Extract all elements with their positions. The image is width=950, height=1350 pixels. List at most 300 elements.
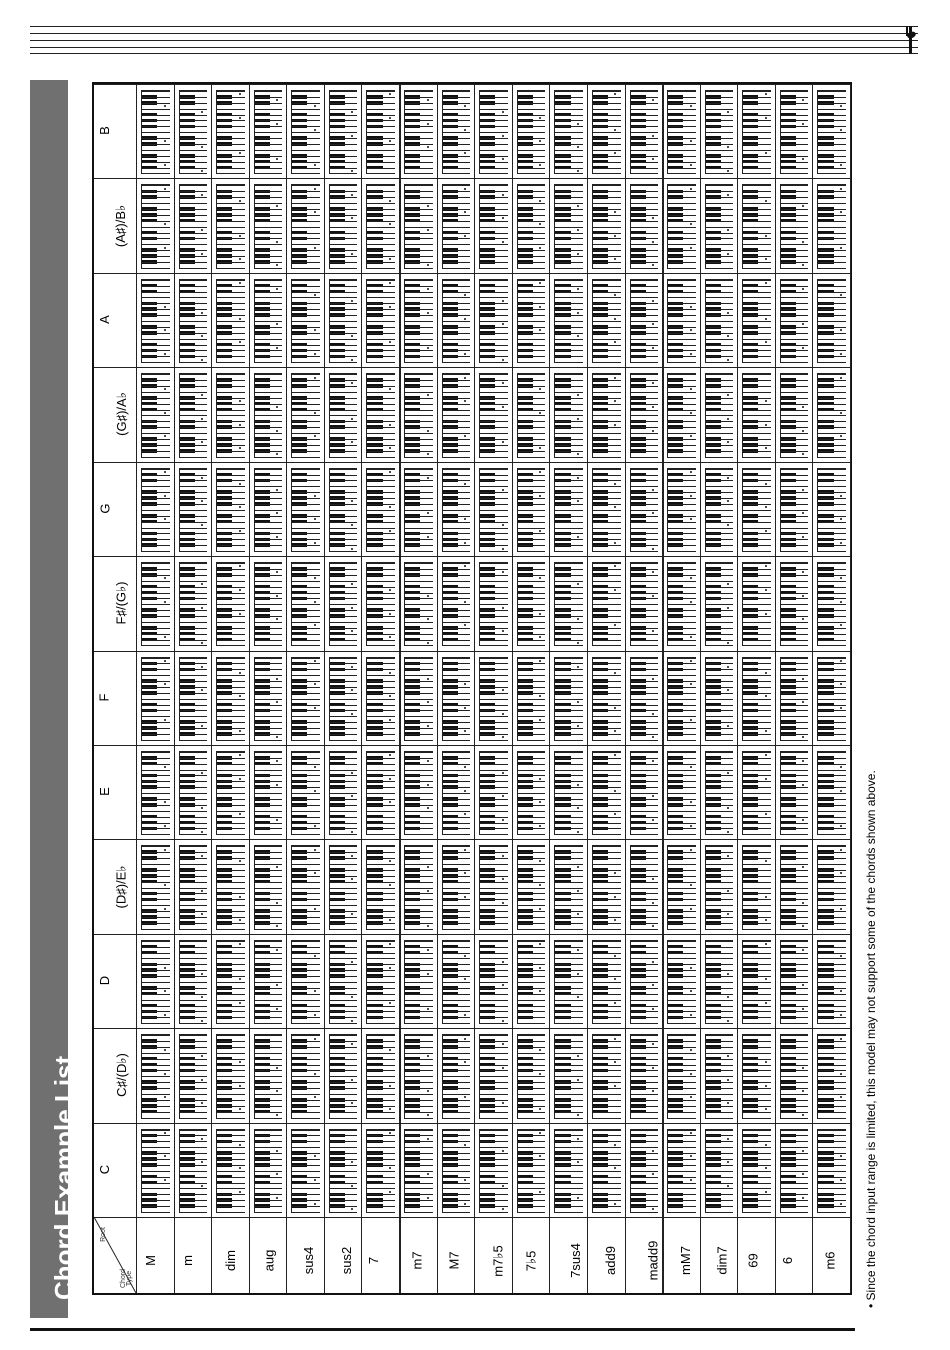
keyboard-diagram-icon bbox=[742, 1034, 771, 1118]
keyboard-diagram-icon bbox=[630, 279, 659, 363]
chord-type-label: m6 bbox=[822, 1251, 838, 1270]
keyboard-diagram-icon bbox=[592, 562, 621, 646]
row-divider bbox=[94, 367, 850, 368]
keyboard-diagram-icon bbox=[667, 845, 696, 929]
keyboard-diagram-icon bbox=[554, 845, 583, 929]
keyboard-diagram-icon bbox=[442, 657, 471, 741]
keyboard-diagram-icon bbox=[592, 940, 621, 1024]
keyboard-diagram-icon bbox=[667, 1129, 696, 1213]
column-divider bbox=[249, 84, 250, 1293]
keyboard-diagram-icon bbox=[404, 1129, 433, 1213]
keyboard-diagram-icon bbox=[254, 373, 283, 457]
keyboard-diagram-icon bbox=[592, 1034, 621, 1118]
keyboard-diagram-icon bbox=[329, 184, 358, 268]
row-divider bbox=[94, 934, 850, 935]
column-divider bbox=[211, 84, 212, 1293]
keyboard-diagram-icon bbox=[366, 845, 395, 929]
keyboard-diagram-icon bbox=[705, 562, 734, 646]
keyboard-diagram-icon bbox=[742, 940, 771, 1024]
keyboard-diagram-icon bbox=[254, 751, 283, 835]
root-label: C♯/(D♭) bbox=[113, 1053, 129, 1098]
keyboard-diagram-icon bbox=[817, 90, 846, 174]
keyboard-diagram-icon bbox=[554, 940, 583, 1024]
column-divider bbox=[775, 84, 776, 1293]
keyboard-diagram-icon bbox=[817, 373, 846, 457]
keyboard-diagram-icon bbox=[780, 1034, 809, 1118]
keyboard-diagram-icon bbox=[479, 751, 508, 835]
column-divider bbox=[324, 84, 325, 1293]
keyboard-diagram-icon bbox=[705, 751, 734, 835]
chord-type-label: m7 bbox=[409, 1251, 425, 1270]
chord-type-label: 7sus4 bbox=[568, 1243, 584, 1278]
keyboard-diagram-icon bbox=[329, 657, 358, 741]
row-divider bbox=[94, 462, 850, 463]
keyboard-diagram-icon bbox=[817, 657, 846, 741]
keyboard-diagram-icon bbox=[630, 751, 659, 835]
keyboard-diagram-icon bbox=[329, 468, 358, 552]
keyboard-diagram-icon bbox=[216, 468, 245, 552]
corner-chord-label: Chord bbox=[120, 1268, 128, 1289]
music-staff-icon bbox=[30, 26, 918, 54]
keyboard-diagram-icon bbox=[254, 562, 283, 646]
keyboard-diagram-icon bbox=[479, 373, 508, 457]
keyboard-diagram-icon bbox=[141, 940, 170, 1024]
keyboard-diagram-icon bbox=[705, 657, 734, 741]
keyboard-diagram-icon bbox=[366, 1034, 395, 1118]
keyboard-diagram-icon bbox=[517, 845, 546, 929]
row-divider bbox=[94, 273, 850, 274]
keyboard-diagram-icon bbox=[179, 373, 208, 457]
keyboard-diagram-icon bbox=[630, 657, 659, 741]
chord-type-label: M7 bbox=[446, 1251, 462, 1270]
root-label: F♯/(G♭) bbox=[113, 581, 129, 625]
keyboard-diagram-icon bbox=[254, 657, 283, 741]
row-divider bbox=[94, 84, 850, 85]
keyboard-diagram-icon bbox=[404, 1034, 433, 1118]
keyboard-diagram-icon bbox=[742, 1129, 771, 1213]
keyboard-diagram-icon bbox=[179, 657, 208, 741]
keyboard-diagram-icon bbox=[216, 657, 245, 741]
keyboard-diagram-icon bbox=[517, 562, 546, 646]
keyboard-diagram-icon bbox=[141, 90, 170, 174]
row-divider bbox=[94, 651, 850, 652]
keyboard-diagram-icon bbox=[291, 279, 320, 363]
keyboard-diagram-icon bbox=[667, 90, 696, 174]
keyboard-diagram-icon bbox=[592, 751, 621, 835]
column-divider bbox=[700, 84, 701, 1293]
keyboard-diagram-icon bbox=[442, 940, 471, 1024]
keyboard-diagram-icon bbox=[479, 184, 508, 268]
keyboard-diagram-icon bbox=[291, 373, 320, 457]
keyboard-diagram-icon bbox=[366, 373, 395, 457]
keyboard-diagram-icon bbox=[179, 751, 208, 835]
keyboard-diagram-icon bbox=[141, 1129, 170, 1213]
keyboard-diagram-icon bbox=[442, 562, 471, 646]
keyboard-diagram-icon bbox=[216, 940, 245, 1024]
keyboard-diagram-icon bbox=[554, 1034, 583, 1118]
keyboard-diagram-icon bbox=[592, 468, 621, 552]
keyboard-diagram-icon bbox=[630, 1034, 659, 1118]
keyboard-diagram-icon bbox=[705, 1034, 734, 1118]
keyboard-diagram-icon bbox=[780, 845, 809, 929]
keyboard-diagram-icon bbox=[291, 751, 320, 835]
keyboard-diagram-icon bbox=[404, 657, 433, 741]
keyboard-diagram-icon bbox=[630, 468, 659, 552]
keyboard-diagram-icon bbox=[592, 1129, 621, 1213]
chord-type-label: mM7 bbox=[677, 1246, 693, 1275]
keyboard-diagram-icon bbox=[404, 373, 433, 457]
keyboard-diagram-icon bbox=[517, 751, 546, 835]
column-divider bbox=[474, 84, 475, 1293]
keyboard-diagram-icon bbox=[291, 940, 320, 1024]
keyboard-diagram-icon bbox=[329, 90, 358, 174]
keyboard-diagram-icon bbox=[630, 845, 659, 929]
keyboard-diagram-icon bbox=[141, 657, 170, 741]
row-divider bbox=[94, 556, 850, 557]
keyboard-diagram-icon bbox=[817, 845, 846, 929]
keyboard-diagram-icon bbox=[479, 657, 508, 741]
chord-type-label: M bbox=[142, 1255, 158, 1266]
keyboard-diagram-icon bbox=[329, 562, 358, 646]
keyboard-diagram-icon bbox=[667, 657, 696, 741]
keyboard-diagram-icon bbox=[780, 90, 809, 174]
keyboard-diagram-icon bbox=[742, 90, 771, 174]
row-divider bbox=[94, 1217, 850, 1218]
keyboard-diagram-icon bbox=[141, 751, 170, 835]
keyboard-diagram-icon bbox=[479, 90, 508, 174]
chord-table bbox=[92, 82, 852, 1295]
keyboard-diagram-icon bbox=[329, 279, 358, 363]
keyboard-diagram-icon bbox=[179, 184, 208, 268]
keyboard-diagram-icon bbox=[667, 279, 696, 363]
keyboard-diagram-icon bbox=[517, 657, 546, 741]
keyboard-diagram-icon bbox=[404, 468, 433, 552]
keyboard-diagram-icon bbox=[179, 90, 208, 174]
keyboard-diagram-icon bbox=[404, 751, 433, 835]
keyboard-diagram-icon bbox=[442, 90, 471, 174]
row-divider bbox=[94, 178, 850, 179]
keyboard-diagram-icon bbox=[592, 90, 621, 174]
keyboard-diagram-icon bbox=[291, 657, 320, 741]
keyboard-diagram-icon bbox=[517, 1034, 546, 1118]
keyboard-diagram-icon bbox=[366, 751, 395, 835]
keyboard-diagram-icon bbox=[630, 1129, 659, 1213]
keyboard-diagram-icon bbox=[254, 845, 283, 929]
keyboard-diagram-icon bbox=[442, 468, 471, 552]
keyboard-diagram-icon bbox=[517, 468, 546, 552]
keyboard-diagram-icon bbox=[442, 1034, 471, 1118]
column-divider bbox=[662, 84, 664, 1293]
keyboard-diagram-icon bbox=[742, 751, 771, 835]
keyboard-diagram-icon bbox=[141, 845, 170, 929]
column-divider bbox=[437, 84, 438, 1293]
keyboard-diagram-icon bbox=[667, 751, 696, 835]
chord-type-label: madd9 bbox=[645, 1240, 661, 1281]
keyboard-diagram-icon bbox=[517, 940, 546, 1024]
chord-type-label: aug bbox=[260, 1249, 276, 1272]
keyboard-diagram-icon bbox=[479, 562, 508, 646]
keyboard-diagram-icon bbox=[179, 468, 208, 552]
keyboard-diagram-icon bbox=[479, 1034, 508, 1118]
keyboard-diagram-icon bbox=[592, 845, 621, 929]
keyboard-diagram-icon bbox=[179, 845, 208, 929]
keyboard-diagram-icon bbox=[141, 1034, 170, 1118]
keyboard-diagram-icon bbox=[216, 562, 245, 646]
chord-type-label: sus4 bbox=[301, 1246, 317, 1275]
keyboard-diagram-icon bbox=[216, 1129, 245, 1213]
keyboard-diagram-icon bbox=[216, 279, 245, 363]
keyboard-diagram-icon bbox=[141, 279, 170, 363]
root-label: (A♯)/B♭ bbox=[113, 204, 129, 247]
keyboard-diagram-icon bbox=[705, 940, 734, 1024]
column-divider bbox=[512, 84, 513, 1293]
keyboard-diagram-icon bbox=[780, 657, 809, 741]
keyboard-diagram-icon bbox=[742, 562, 771, 646]
keyboard-diagram-icon bbox=[179, 1129, 208, 1213]
corner-root-label: Root bbox=[99, 1227, 107, 1242]
chord-type-label: 6 bbox=[779, 1256, 795, 1265]
keyboard-diagram-icon bbox=[817, 940, 846, 1024]
keyboard-diagram-icon bbox=[216, 1034, 245, 1118]
keyboard-diagram-icon bbox=[742, 468, 771, 552]
keyboard-diagram-icon bbox=[705, 1129, 734, 1213]
keyboard-diagram-icon bbox=[254, 468, 283, 552]
keyboard-diagram-icon bbox=[592, 373, 621, 457]
keyboard-diagram-icon bbox=[291, 1034, 320, 1118]
keyboard-diagram-icon bbox=[554, 90, 583, 174]
row-divider bbox=[94, 745, 850, 746]
keyboard-diagram-icon bbox=[291, 845, 320, 929]
keyboard-diagram-icon bbox=[254, 279, 283, 363]
keyboard-diagram-icon bbox=[517, 184, 546, 268]
row-divider bbox=[94, 1028, 850, 1029]
keyboard-diagram-icon bbox=[291, 468, 320, 552]
keyboard-diagram-icon bbox=[141, 562, 170, 646]
keyboard-diagram-icon bbox=[554, 657, 583, 741]
keyboard-diagram-icon bbox=[442, 751, 471, 835]
keyboard-diagram-icon bbox=[667, 184, 696, 268]
keyboard-diagram-icon bbox=[630, 184, 659, 268]
keyboard-diagram-icon bbox=[141, 184, 170, 268]
chord-type-label: m bbox=[180, 1255, 196, 1266]
keyboard-diagram-icon bbox=[366, 184, 395, 268]
keyboard-diagram-icon bbox=[329, 1034, 358, 1118]
column-divider bbox=[812, 84, 813, 1293]
keyboard-diagram-icon bbox=[592, 657, 621, 741]
keyboard-diagram-icon bbox=[216, 90, 245, 174]
keyboard-diagram-icon bbox=[291, 562, 320, 646]
keyboard-diagram-icon bbox=[780, 1129, 809, 1213]
keyboard-diagram-icon bbox=[742, 184, 771, 268]
chord-type-label: m7♭5 bbox=[490, 1245, 506, 1277]
keyboard-diagram-icon bbox=[817, 751, 846, 835]
keyboard-diagram-icon bbox=[479, 845, 508, 929]
footnote: • Since the chord input range is limited, this model may not support some of the chords shown above. bbox=[864, 770, 878, 1308]
keyboard-diagram-icon bbox=[179, 279, 208, 363]
keyboard-diagram-icon bbox=[630, 562, 659, 646]
keyboard-diagram-icon bbox=[291, 1129, 320, 1213]
keyboard-diagram-icon bbox=[554, 751, 583, 835]
column-divider bbox=[850, 84, 851, 1293]
column-divider bbox=[286, 84, 287, 1293]
keyboard-diagram-icon bbox=[366, 279, 395, 363]
keyboard-diagram-icon bbox=[254, 1129, 283, 1213]
keyboard-diagram-icon bbox=[517, 90, 546, 174]
chord-type-label: 7♭5 bbox=[522, 1250, 538, 1272]
keyboard-diagram-icon bbox=[817, 279, 846, 363]
keyboard-diagram-icon bbox=[216, 373, 245, 457]
keyboard-diagram-icon bbox=[404, 845, 433, 929]
keyboard-diagram-icon bbox=[517, 1129, 546, 1213]
keyboard-diagram-icon bbox=[817, 468, 846, 552]
keyboard-diagram-icon bbox=[517, 373, 546, 457]
column-divider bbox=[361, 84, 362, 1293]
keyboard-diagram-icon bbox=[742, 279, 771, 363]
keyboard-diagram-icon bbox=[705, 279, 734, 363]
root-label: G bbox=[97, 503, 113, 514]
keyboard-diagram-icon bbox=[817, 184, 846, 268]
keyboard-diagram-icon bbox=[329, 373, 358, 457]
keyboard-diagram-icon bbox=[817, 1034, 846, 1118]
corner-type-label: Type bbox=[126, 1270, 134, 1287]
keyboard-diagram-icon bbox=[554, 562, 583, 646]
chord-type-label: 7 bbox=[366, 1256, 382, 1265]
root-label: (D♯)/E♭ bbox=[113, 865, 129, 909]
keyboard-diagram-icon bbox=[742, 657, 771, 741]
column-divider bbox=[737, 84, 738, 1293]
root-label: F bbox=[96, 693, 112, 702]
keyboard-diagram-icon bbox=[404, 279, 433, 363]
keyboard-diagram-icon bbox=[291, 184, 320, 268]
keyboard-diagram-icon bbox=[667, 1034, 696, 1118]
keyboard-diagram-icon bbox=[705, 184, 734, 268]
keyboard-diagram-icon bbox=[592, 184, 621, 268]
keyboard-diagram-icon bbox=[817, 562, 846, 646]
keyboard-diagram-icon bbox=[291, 90, 320, 174]
keyboard-diagram-icon bbox=[254, 1034, 283, 1118]
chord-type-label: dim bbox=[222, 1250, 238, 1271]
keyboard-diagram-icon bbox=[780, 184, 809, 268]
keyboard-diagram-icon bbox=[630, 90, 659, 174]
keyboard-diagram-icon bbox=[479, 1129, 508, 1213]
keyboard-diagram-icon bbox=[179, 562, 208, 646]
keyboard-diagram-icon bbox=[780, 562, 809, 646]
root-label: C bbox=[97, 1164, 113, 1174]
column-divider bbox=[625, 84, 626, 1293]
chord-type-label: dim7 bbox=[715, 1246, 731, 1275]
keyboard-diagram-icon bbox=[366, 90, 395, 174]
chord-type-label: 69 bbox=[745, 1253, 761, 1268]
keyboard-diagram-icon bbox=[366, 1129, 395, 1213]
keyboard-diagram-icon bbox=[329, 751, 358, 835]
keyboard-diagram-icon bbox=[366, 940, 395, 1024]
column-divider bbox=[587, 84, 588, 1293]
keyboard-diagram-icon bbox=[404, 90, 433, 174]
keyboard-diagram-icon bbox=[780, 940, 809, 1024]
keyboard-diagram-icon bbox=[404, 562, 433, 646]
bottom-rule bbox=[30, 1328, 855, 1331]
keyboard-diagram-icon bbox=[216, 751, 245, 835]
root-label: B bbox=[96, 126, 112, 136]
keyboard-diagram-icon bbox=[667, 562, 696, 646]
column-divider bbox=[549, 84, 550, 1293]
root-label: A bbox=[96, 315, 112, 324]
keyboard-diagram-icon bbox=[479, 940, 508, 1024]
row-divider bbox=[94, 1123, 850, 1124]
keyboard-diagram-icon bbox=[442, 373, 471, 457]
chord-type-label: add9 bbox=[602, 1246, 618, 1275]
keyboard-diagram-icon bbox=[216, 184, 245, 268]
column-divider bbox=[136, 84, 137, 1293]
keyboard-diagram-icon bbox=[554, 373, 583, 457]
keyboard-diagram-icon bbox=[254, 940, 283, 1024]
keyboard-diagram-icon bbox=[742, 373, 771, 457]
keyboard-diagram-icon bbox=[742, 845, 771, 929]
keyboard-diagram-icon bbox=[705, 468, 734, 552]
row-divider bbox=[94, 839, 850, 840]
page-title: Chord Example List bbox=[49, 1055, 79, 1300]
keyboard-diagram-icon bbox=[667, 468, 696, 552]
keyboard-diagram-icon bbox=[366, 468, 395, 552]
keyboard-diagram-icon bbox=[442, 1129, 471, 1213]
keyboard-diagram-icon bbox=[780, 468, 809, 552]
keyboard-diagram-icon bbox=[554, 279, 583, 363]
keyboard-diagram-icon bbox=[141, 468, 170, 552]
keyboard-diagram-icon bbox=[366, 562, 395, 646]
keyboard-diagram-icon bbox=[517, 279, 546, 363]
root-label: E bbox=[96, 787, 112, 796]
keyboard-diagram-icon bbox=[667, 940, 696, 1024]
keyboard-diagram-icon bbox=[817, 1129, 846, 1213]
keyboard-diagram-icon bbox=[141, 373, 170, 457]
keyboard-diagram-icon bbox=[442, 845, 471, 929]
keyboard-diagram-icon bbox=[554, 184, 583, 268]
root-label: (G♯)/A♭ bbox=[113, 392, 129, 437]
keyboard-diagram-icon bbox=[254, 184, 283, 268]
keyboard-diagram-icon bbox=[216, 845, 245, 929]
keyboard-diagram-icon bbox=[366, 657, 395, 741]
chord-type-label: sus2 bbox=[338, 1246, 354, 1275]
keyboard-diagram-icon bbox=[630, 373, 659, 457]
keyboard-diagram-icon bbox=[554, 1129, 583, 1213]
root-label: D bbox=[97, 975, 113, 986]
keyboard-diagram-icon bbox=[780, 279, 809, 363]
keyboard-diagram-icon bbox=[780, 751, 809, 835]
keyboard-diagram-icon bbox=[479, 279, 508, 363]
keyboard-diagram-icon bbox=[705, 373, 734, 457]
keyboard-diagram-icon bbox=[705, 90, 734, 174]
keyboard-diagram-icon bbox=[592, 279, 621, 363]
keyboard-diagram-icon bbox=[329, 1129, 358, 1213]
keyboard-diagram-icon bbox=[404, 184, 433, 268]
keyboard-diagram-icon bbox=[254, 90, 283, 174]
keyboard-diagram-icon bbox=[179, 1034, 208, 1118]
keyboard-diagram-icon bbox=[329, 845, 358, 929]
keyboard-diagram-icon bbox=[329, 940, 358, 1024]
column-divider bbox=[174, 84, 175, 1293]
keyboard-diagram-icon bbox=[630, 940, 659, 1024]
keyboard-diagram-icon bbox=[404, 940, 433, 1024]
keyboard-diagram-icon bbox=[179, 940, 208, 1024]
keyboard-diagram-icon bbox=[442, 184, 471, 268]
column-divider bbox=[399, 84, 401, 1293]
keyboard-diagram-icon bbox=[479, 468, 508, 552]
keyboard-diagram-icon bbox=[667, 373, 696, 457]
keyboard-diagram-icon bbox=[442, 279, 471, 363]
keyboard-diagram-icon bbox=[705, 845, 734, 929]
keyboard-diagram-icon bbox=[554, 468, 583, 552]
keyboard-diagram-icon bbox=[780, 373, 809, 457]
